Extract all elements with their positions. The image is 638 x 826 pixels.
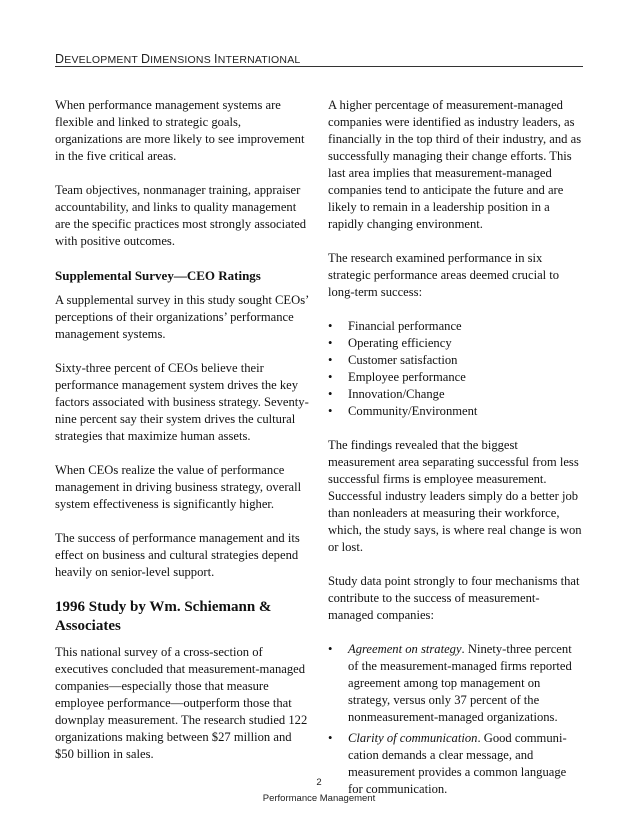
list-item — [328, 403, 584, 420]
bullet: • — [328, 336, 333, 350]
header-word: NTERNATIONAL — [217, 54, 301, 66]
section-heading: 1996 Study by Wm. Schiemann & Associates — [55, 599, 272, 634]
list-item-text: Community/Environment — [348, 404, 478, 418]
header-initial: D — [140, 52, 151, 66]
mechanisms-list — [328, 641, 584, 798]
section-heading: Supplemental Survey—CEO Ratings — [55, 268, 261, 283]
performance-areas-list — [328, 318, 584, 420]
list-item — [328, 386, 584, 403]
header-initial: D — [55, 52, 65, 66]
list-item — [328, 352, 584, 369]
bullet: • — [328, 370, 333, 384]
header-word: IMENSIONS — [150, 54, 211, 66]
paragraph: When performance management systems are flexible and linked to strategic goals, organizations are more likely to see improvement in the five critical areas. — [55, 98, 305, 163]
paragraph: Study data point strongly to four mechanisms that contribute to the success of measurement-managed companies: — [328, 574, 580, 622]
left-column — [55, 97, 311, 780]
paragraph: The research examined performance in six strategic performance areas deemed crucial to long-term success: — [328, 251, 560, 299]
list-item — [328, 318, 584, 335]
list-item-text: Innovation/Change — [348, 387, 445, 401]
right-column — [328, 97, 584, 815]
paragraph: This national survey of a cross-section of executives concluded that measurement-managed companies—especially those that measure employee performance—outperform those that downplay measurement. The research studied 122 organizations making between $27 million and $50 billion in sales. — [55, 645, 308, 761]
paragraph: The success of performance management and its effect on business and cultural strategies depend heavily on senior-level support. — [55, 531, 300, 579]
bullet: • — [328, 404, 333, 418]
list-item — [328, 641, 584, 726]
list-item-text: Customer satisfaction — [348, 353, 458, 367]
list-item-text: Employee performance — [348, 370, 466, 384]
bullet: • — [328, 353, 333, 367]
list-item — [328, 369, 584, 386]
list-item-text: Financial performance — [348, 319, 462, 333]
bullet: • — [328, 319, 333, 333]
paragraph: Team objectives, nonmanager training, appraiser accountability, and links to quality management are the specific practices most strongly associated with positive outcomes. — [55, 183, 307, 248]
paragraph: A supplemental survey in this study sought CEOs’ perceptions of their organizations’ performance management systems. — [55, 293, 309, 341]
bullet: • — [328, 731, 333, 745]
paragraph: A higher percentage of measurement-managed companies were identified as industry leaders, as financially in the top third of their industry, and as successfully managing their change efforts. This last area implies that measurement-managed companies tend to anticipate the future and are likely to remain in a leadership position in a rapidly changing environment. — [328, 98, 582, 231]
paragraph: Sixty-three percent of CEOs believe their performance management system drives the key factors associated with business strategy. Seventy-nine percent say their system drives the cultural strategies that maximize human assets. — [55, 361, 309, 443]
mechanism-text: . Good communi-cation demands a clear message, and measurement provides a common language for communication. — [348, 731, 567, 796]
header-word: EVELOPMENT — [64, 54, 138, 66]
page-number: 2 — [316, 777, 322, 788]
paragraph: When CEOs realize the value of performance management in driving business strategy, overall system effectiveness is significantly higher. — [55, 463, 302, 511]
mechanism-title: Clarity of communication — [348, 731, 478, 745]
header-initial: I — [214, 52, 218, 66]
header-rule — [55, 66, 583, 67]
list-item-text: Operating efficiency — [348, 336, 452, 350]
running-header — [55, 52, 583, 66]
footer-title: Performance Management — [262, 793, 376, 804]
mechanism-text: . Ninety-three percent of the measurement-managed firms reported agreement among top management on strategy, versus only 37 percent of the nonmeasurement-managed organizations. — [348, 642, 572, 724]
paragraph: The findings revealed that the biggest measurement area separating successful from less successful firms is employee measurement. Successful industry leaders simply do a better job than nonleaders at measuring their workforce, which, the study says, is where real change is won or lost. — [328, 438, 582, 554]
list-item — [328, 335, 584, 352]
bullet: • — [328, 642, 333, 656]
bullet: • — [328, 387, 333, 401]
mechanism-title: Agreement on strategy — [348, 642, 462, 656]
